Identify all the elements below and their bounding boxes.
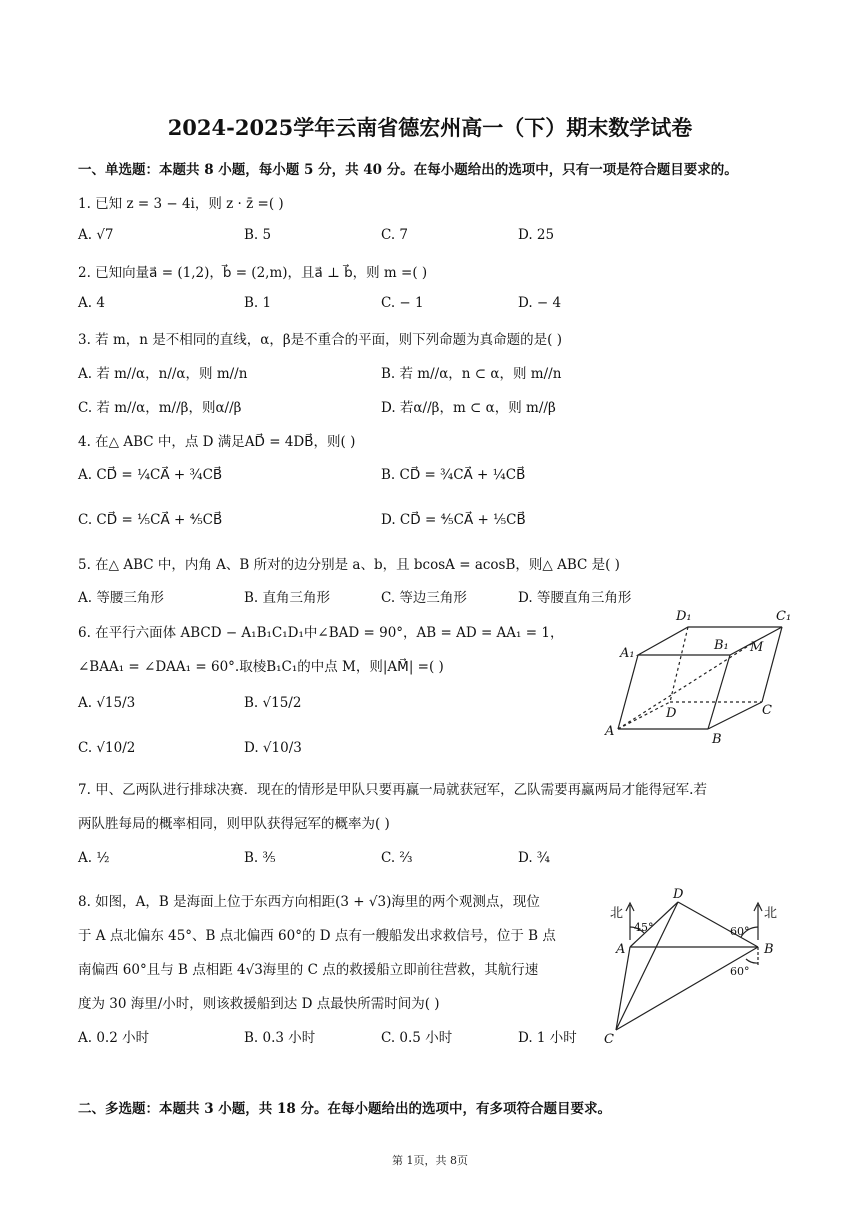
fig6-label-d1: D₁ [676,609,692,624]
question-7-stem-line1: 7. 甲、乙两队进行排球决赛．现在的情形是甲队只要再赢一局就获冠军，乙队需要再赢两局才能得冠军.若 [78,782,707,798]
q5-option-c[interactable]: C. 等边三角形 [381,590,467,606]
section-1-heading: 一、单选题：本题共 8 小题，每小题 5 分，共 40 分。在每小题给出的选项中，只有一项是符合题目要求的。 [78,162,738,178]
fig8-label-c: C [604,1032,614,1047]
q6-option-a[interactable]: A. √15/3 [78,695,136,711]
question-4-stem: 4. 在△ ABC 中，点 D 满足AD⃗ = 4DB⃗，则( ) [78,434,356,450]
fig8-label-north-a: 北 [610,906,624,921]
q6-option-b[interactable]: B. √15/2 [244,695,302,711]
fig6-label-b1: B₁ [714,638,729,653]
question-3-stem: 3. 若 m，n 是不相同的直线，α，β是不重合的平面，则下列命题为真命题的是( ) [78,332,562,348]
q5-option-d[interactable]: D. 等腰直角三角形 [518,590,632,606]
q7-option-d[interactable]: D. ¾ [518,850,551,866]
fig8-label-60-bottom: 60° [730,965,750,978]
q1-option-d[interactable]: D. 25 [518,227,555,243]
question-5-stem: 5. 在△ ABC 中，内角 A、B 所对的边分别是 a、b，且 bcosA = acosB，则△ ABC 是( ) [78,557,620,573]
question-6-stem-line2: ∠BAA₁ = ∠DAA₁ = 60°.取棱B₁C₁的中点 M，则|AM⃗| =( ) [78,659,444,675]
question-7-stem-line2: 两队胜每局的概率相同，则甲队获得冠军的概率为( ) [78,816,390,832]
q8-option-c[interactable]: C. 0.5 小时 [381,1030,453,1046]
question-8-stem-line1: 8. 如图，A，B 是海面上位于东西方向相距(3 + √3)海里的两个观测点，现位 [78,894,540,910]
q7-option-c[interactable]: C. ⅔ [381,850,413,866]
fig8-label-45: 45° [634,921,654,934]
q6-option-c[interactable]: C. √10/2 [78,740,136,756]
q3-option-d[interactable]: D. 若α//β，m ⊂ α，则 m//β [381,400,556,416]
page-footer: 第 1页，共 8页 [392,1154,468,1167]
fig8-label-b: B [764,942,774,957]
q1-option-c[interactable]: C. 7 [381,227,409,243]
q7-option-b[interactable]: B. ⅗ [244,850,276,866]
q3-option-c[interactable]: C. 若 m//α，m//β，则α//β [78,400,242,416]
fig6-label-m: M [750,640,764,655]
q1-option-b[interactable]: B. 5 [244,227,272,243]
q5-option-b[interactable]: B. 直角三角形 [244,590,331,606]
q1-option-a[interactable]: A. √7 [78,227,114,243]
fig6-label-c1: C₁ [776,609,792,624]
fig8-label-60-top: 60° [730,925,750,938]
q3-option-a[interactable]: A. 若 m//α，n//α，则 m//n [78,366,248,382]
q8-option-a[interactable]: A. 0.2 小时 [78,1030,150,1046]
q8-option-d[interactable]: D. 1 小时 [518,1030,577,1046]
fig6-label-a1: A₁ [620,646,635,661]
rescue-diagram-figure [600,885,800,1050]
q8-option-b[interactable]: B. 0.3 小时 [244,1030,316,1046]
q6-option-d[interactable]: D. √10/3 [244,740,302,756]
q4-option-c[interactable]: C. CD⃗ = ⅕CA⃗ + ⅘CB⃗ [78,512,223,528]
q3-option-b[interactable]: B. 若 m//α，n ⊂ α，则 m//n [381,366,562,382]
q4-option-d[interactable]: D. CD⃗ = ⅘CA⃗ + ⅕CB⃗ [381,512,526,528]
question-6-stem-line1: 6. 在平行六面体 ABCD − A₁B₁C₁D₁中∠BAD = 90°，AB = AD = AA₁ = 1， [78,625,564,641]
q2-option-d[interactable]: D. − 4 [518,295,562,311]
fig8-label-a: A [616,942,626,957]
q4-option-a[interactable]: A. CD⃗ = ¼CA⃗ + ¾CB⃗ [78,467,223,483]
question-2-stem: 2. 已知向量a⃗ = (1,2)，b⃗ = (2,m)，且a⃗ ⊥ b⃗，则 m =( ) [78,265,428,281]
question-8-stem-line2: 于 A 点北偏东 45°、B 点北偏西 60°的 D 点有一艘船发出求救信号，位于 B 点 [78,928,556,944]
q2-option-a[interactable]: A. 4 [78,295,105,311]
q4-option-b[interactable]: B. CD⃗ = ¾CA⃗ + ¼CB⃗ [381,467,526,483]
question-1-stem: 1. 已知 z = 3 − 4i，则 z · z̄ =( ) [78,196,284,212]
fig8-label-north-b: 北 [764,906,778,921]
question-8-stem-line3: 南偏西 60°且与 B 点相距 4√3海里的 C 点的救援船立即前往营救，其航行速 [78,962,539,978]
fig6-label-b: B [712,732,722,745]
page-title: 2024-2025学年云南省德宏州高一（下）期末数学试卷 [167,115,693,140]
fig8-label-d: D [673,887,684,902]
section-2-heading: 二、多选题：本题共 3 小题，共 18 分。在每小题给出的选项中，有多项符合题目要求。 [78,1101,611,1117]
q7-option-a[interactable]: A. ½ [78,850,110,866]
q2-option-b[interactable]: B. 1 [244,295,272,311]
fig6-label-c: C [762,703,772,718]
parallelepiped-figure [600,600,800,745]
q2-option-c[interactable]: C. − 1 [381,295,424,311]
fig6-label-d: D [666,706,677,721]
question-8-stem-line4: 度为 30 海里/小时，则该救援船到达 D 点最快所需时间为( ) [78,996,440,1012]
fig6-label-a: A [605,724,615,739]
q5-option-a[interactable]: A. 等腰三角形 [78,590,164,606]
